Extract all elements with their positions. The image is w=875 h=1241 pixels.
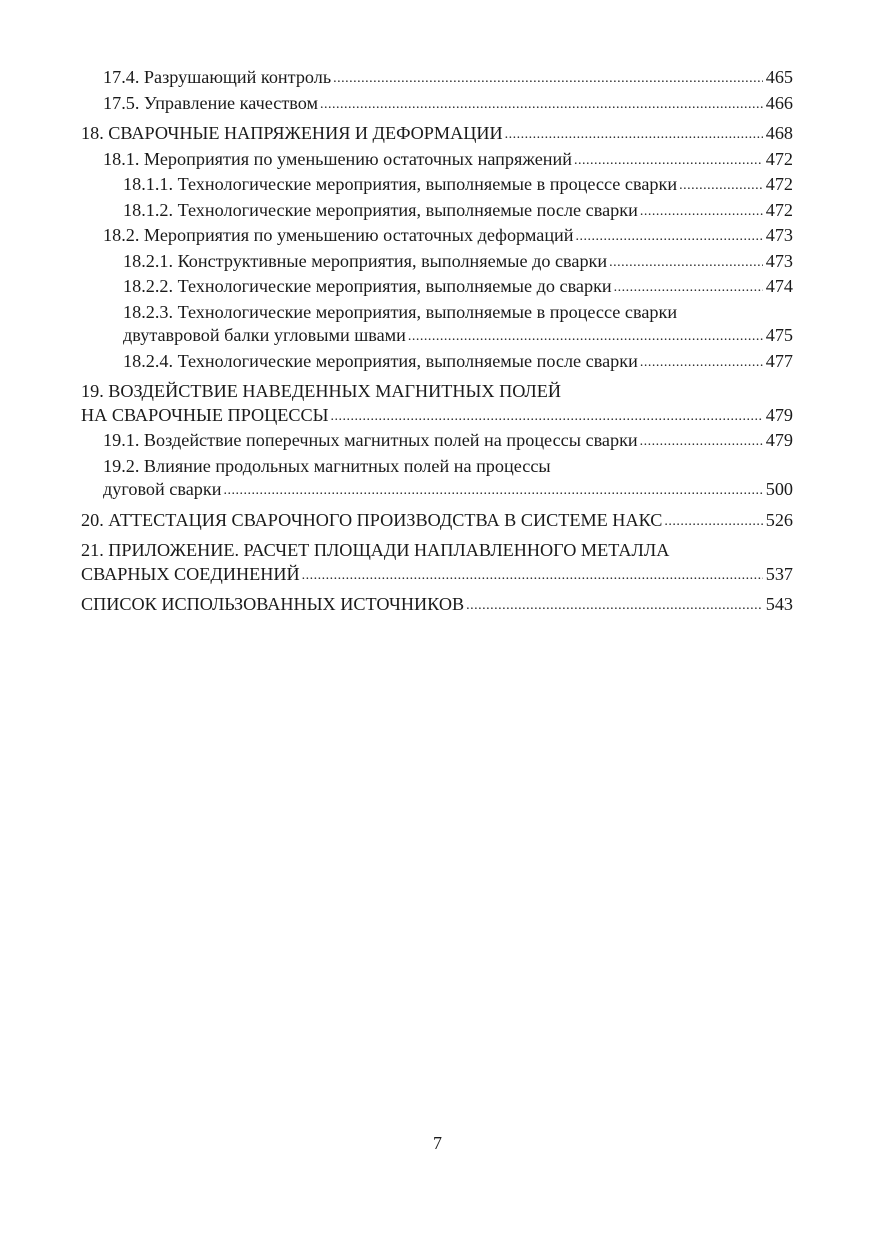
toc-entry[interactable] bbox=[81, 92, 793, 118]
toc-entry-title: 18. СВАРОЧНЫЕ НАПРЯЖЕНИЯ И ДЕФОРМАЦИИ bbox=[81, 123, 503, 143]
toc-entry-title: 19.2. Влияние продольных магнитных полей на процессы bbox=[103, 455, 551, 476]
toc-entry-page: 473 bbox=[765, 225, 793, 245]
toc-subentry[interactable] bbox=[81, 173, 793, 199]
leader-dots bbox=[320, 93, 763, 117]
toc-entry-title: 19.1. Воздействие поперечных магнитных полей на процессы сварки bbox=[103, 430, 638, 450]
toc-entry-page: 479 bbox=[765, 404, 793, 425]
toc-entry-title: 18.2.2. Технологические мероприятия, выполняемые до сварки bbox=[123, 276, 612, 296]
leader-dots bbox=[664, 510, 762, 534]
toc-entry-page: 500 bbox=[765, 479, 793, 499]
toc-chapter-entry[interactable] bbox=[81, 539, 793, 588]
toc-entry[interactable] bbox=[81, 455, 793, 504]
toc-entry-title: 18.2.4. Технологические мероприятия, выполняемые после сварки bbox=[123, 350, 638, 371]
toc-chapter-entry[interactable] bbox=[81, 380, 793, 429]
toc-entry-page: 466 bbox=[765, 92, 793, 113]
toc-entry-title-continued: двутавровой балки угловыми швами bbox=[123, 325, 406, 345]
toc-entry-page: 526 bbox=[765, 509, 793, 530]
leader-dots bbox=[609, 251, 763, 275]
toc-chapter-entry[interactable] bbox=[81, 122, 793, 148]
toc-entry-page: 472 bbox=[765, 199, 793, 220]
toc-entry-title-continued: дуговой сварки bbox=[103, 479, 222, 499]
toc-entry-title: СПИСОК ИСПОЛЬЗОВАННЫХ ИСТОЧНИКОВ bbox=[81, 594, 465, 614]
toc-entry-page: 477 bbox=[765, 350, 793, 371]
toc-entry-title: 20. АТТЕСТАЦИЯ СВАРОЧНОГО ПРОИЗВОДСТВА В СИСТЕМЕ НАКС bbox=[81, 509, 663, 530]
toc-entry[interactable] bbox=[81, 224, 793, 250]
leader-dots bbox=[505, 123, 763, 147]
toc-subentry[interactable] bbox=[81, 301, 793, 350]
toc-entry-page: 537 bbox=[765, 563, 793, 584]
toc-subentry[interactable] bbox=[81, 199, 793, 225]
leader-dots bbox=[679, 174, 763, 198]
leader-dots bbox=[302, 564, 763, 588]
toc-subentry[interactable] bbox=[81, 350, 793, 376]
toc-entry-title: 18.2. Мероприятия по уменьшению остаточных деформаций bbox=[103, 225, 574, 245]
toc-chapter-entry[interactable] bbox=[81, 593, 793, 619]
leader-dots bbox=[223, 479, 762, 503]
leader-dots bbox=[640, 351, 763, 375]
toc-entry-title: 18.2.1. Конструктивные мероприятия, выполняемые до сварки bbox=[123, 250, 608, 271]
toc-entry-title: 21. ПРИЛОЖЕНИЕ. РАСЧЕТ ПЛОЩАДИ НАПЛАВЛЕННОГО МЕТАЛЛА bbox=[81, 540, 670, 560]
toc-entry-title: 18.1.2. Технологические мероприятия, выполняемые после сварки bbox=[123, 199, 638, 220]
leader-dots bbox=[614, 276, 763, 300]
leader-dots bbox=[331, 405, 763, 429]
toc-entry-title: 18.1. Мероприятия по уменьшению остаточных напряжений bbox=[103, 148, 572, 169]
leader-dots bbox=[640, 430, 763, 454]
toc-entry-page: 475 bbox=[765, 325, 793, 345]
toc-entry-page: 465 bbox=[765, 67, 793, 87]
leader-dots bbox=[466, 594, 763, 618]
toc-entry[interactable] bbox=[81, 66, 793, 92]
leader-dots bbox=[333, 67, 763, 91]
toc-entry[interactable] bbox=[81, 148, 793, 174]
table-of-contents bbox=[81, 66, 793, 619]
toc-entry-page: 473 bbox=[765, 250, 793, 271]
leader-dots bbox=[574, 149, 763, 173]
leader-dots bbox=[640, 200, 763, 224]
toc-entry-page: 468 bbox=[765, 123, 793, 143]
page-number: 7 bbox=[433, 1133, 442, 1153]
toc-entry-title: 18.2.3. Технологические мероприятия, выполняемые в процессе сварки bbox=[123, 301, 678, 322]
toc-subentry[interactable] bbox=[81, 275, 793, 301]
toc-entry-page: 479 bbox=[765, 430, 793, 450]
toc-entry-title: 19. ВОЗДЕЙСТВИЕ НАВЕДЕННЫХ МАГНИТНЫХ ПОЛЕЙ bbox=[81, 381, 562, 401]
toc-entry-page: 474 bbox=[765, 276, 793, 296]
toc-entry-title-continued: СВАРНЫХ СОЕДИНЕНИЙ bbox=[81, 563, 300, 584]
toc-subentry[interactable] bbox=[81, 250, 793, 276]
leader-dots bbox=[408, 325, 763, 349]
leader-dots bbox=[576, 225, 763, 249]
toc-entry-title: 17.4. Разрушающий контроль bbox=[103, 67, 332, 87]
toc-chapter-entry[interactable] bbox=[81, 509, 793, 535]
toc-entry-title: 17.5. Управление качеством bbox=[103, 92, 318, 113]
toc-entry-title: 18.1.1. Технологические мероприятия, выполняемые в процессе сварки bbox=[123, 174, 678, 194]
toc-entry-title-continued: НА СВАРОЧНЫЕ ПРОЦЕССЫ bbox=[81, 404, 329, 425]
toc-entry[interactable] bbox=[81, 429, 793, 455]
toc-entry-page: 543 bbox=[765, 594, 793, 614]
toc-entry-page: 472 bbox=[765, 174, 793, 194]
toc-entry-page: 472 bbox=[765, 148, 793, 169]
